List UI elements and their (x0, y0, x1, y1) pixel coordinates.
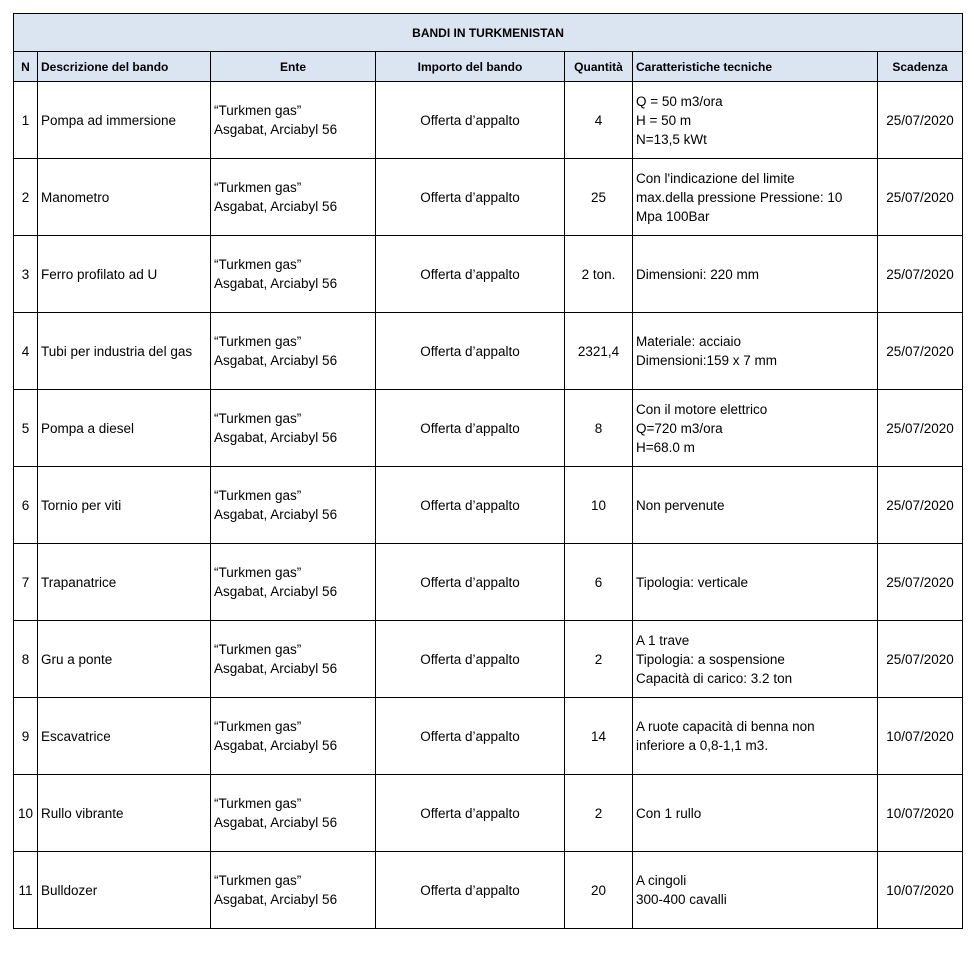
ente-line: “Turkmen gas” (214, 411, 302, 426)
ente-line: “Turkmen gas” (214, 796, 302, 811)
row-caratteristiche (633, 775, 878, 852)
header-row (14, 52, 963, 82)
caratteristiche-line: Dimensioni:159 x 7 mm (636, 353, 778, 368)
caratteristiche-line: Con l'indicazione del limite (636, 170, 795, 186)
row-descrizione: Ferro profilato ad U (38, 236, 211, 313)
caratteristiche-line: A ruote capacità di benna non (636, 719, 815, 734)
row-quantita: 10 (565, 467, 633, 544)
ente-line: Asgabat, Arciabyl 56 (214, 738, 338, 753)
row-importo: Offerta d’appalto (376, 467, 565, 544)
row-descrizione: Bulldozer (38, 852, 211, 929)
ente-line: Asgabat, Arciabyl 56 (214, 815, 338, 830)
table-row (14, 621, 963, 698)
row-ente (211, 852, 376, 929)
ente-line: Asgabat, Arciabyl 56 (214, 584, 338, 599)
row-quantita: 8 (565, 390, 633, 467)
row-number: 7 (14, 544, 38, 621)
ente-line: Asgabat, Arciabyl 56 (214, 661, 338, 676)
ente-line: “Turkmen gas” (214, 488, 302, 503)
header-n: N (14, 52, 38, 82)
row-caratteristiche (633, 236, 878, 313)
caratteristiche-line: Tipologia: a sospensione (636, 651, 785, 667)
row-number: 4 (14, 313, 38, 390)
header-descrizione: Descrizione del bando (38, 52, 211, 82)
header-scadenza: Scadenza (878, 52, 963, 82)
ente-line: Asgabat, Arciabyl 56 (214, 276, 338, 291)
ente-line: “Turkmen gas” (214, 873, 302, 888)
row-number: 6 (14, 467, 38, 544)
row-caratteristiche (633, 698, 878, 775)
row-descrizione: Escavatrice (38, 698, 211, 775)
caratteristiche-line: Con il motore elettrico (636, 401, 768, 417)
row-descrizione: Pompa a diesel (38, 390, 211, 467)
row-scadenza: 10/07/2020 (878, 852, 963, 929)
header-importo: Importo del bando (376, 52, 565, 82)
row-quantita: 2 ton. (565, 236, 633, 313)
row-ente (211, 390, 376, 467)
row-descrizione: Gru a ponte (38, 621, 211, 698)
row-ente (211, 621, 376, 698)
row-number: 3 (14, 236, 38, 313)
caratteristiche-line: N=13,5 kWt (636, 131, 707, 147)
title-row (14, 14, 963, 52)
row-descrizione: Tornio per viti (38, 467, 211, 544)
caratteristiche-line: inferiore a 0,8-1,1 m3. (636, 738, 769, 753)
caratteristiche-line: max.della pressione Pressione: 10 (636, 189, 843, 205)
row-descrizione: Rullo vibrante (38, 775, 211, 852)
row-caratteristiche (633, 852, 878, 929)
caratteristiche-line: Dimensioni: 220 mm (636, 266, 760, 282)
row-scadenza: 25/07/2020 (878, 544, 963, 621)
row-number: 10 (14, 775, 38, 852)
caratteristiche-line: A 1 trave (636, 632, 690, 648)
ente-line: “Turkmen gas” (214, 180, 302, 195)
caratteristiche-line: A cingoli (636, 873, 687, 888)
row-importo: Offerta d’appalto (376, 544, 565, 621)
row-ente (211, 82, 376, 159)
row-scadenza: 25/07/2020 (878, 390, 963, 467)
row-scadenza: 25/07/2020 (878, 236, 963, 313)
row-quantita: 14 (565, 698, 633, 775)
ente-line: “Turkmen gas” (214, 719, 302, 734)
row-ente (211, 313, 376, 390)
row-caratteristiche (633, 82, 878, 159)
row-caratteristiche (633, 159, 878, 236)
table-row (14, 236, 963, 313)
table-row (14, 159, 963, 236)
ente-line: “Turkmen gas” (214, 103, 302, 118)
row-caratteristiche (633, 621, 878, 698)
row-scadenza: 25/07/2020 (878, 621, 963, 698)
ente-line: Asgabat, Arciabyl 56 (214, 353, 338, 368)
header-quantita: Quantità (565, 52, 633, 82)
row-number: 9 (14, 698, 38, 775)
table-body (14, 82, 963, 929)
row-caratteristiche (633, 544, 878, 621)
row-descrizione: Tubi per industria del gas (38, 313, 211, 390)
row-importo: Offerta d’appalto (376, 852, 565, 929)
caratteristiche-line: Materiale: acciaio (636, 334, 742, 349)
ente-line: “Turkmen gas” (214, 334, 302, 349)
table-row (14, 544, 963, 621)
row-importo: Offerta d’appalto (376, 698, 565, 775)
row-importo: Offerta d’appalto (376, 775, 565, 852)
row-descrizione: Pompa ad immersione (38, 82, 211, 159)
row-quantita: 2321,4 (565, 313, 633, 390)
row-number: 11 (14, 852, 38, 929)
row-caratteristiche (633, 390, 878, 467)
caratteristiche-line: H = 50 m (636, 112, 692, 128)
caratteristiche-line: Mpa 100Bar (636, 208, 710, 224)
ente-line: Asgabat, Arciabyl 56 (214, 892, 338, 907)
row-ente (211, 775, 376, 852)
caratteristiche-line: Q = 50 m3/ora (636, 93, 723, 109)
ente-line: “Turkmen gas” (214, 642, 302, 657)
table-row (14, 82, 963, 159)
row-importo: Offerta d’appalto (376, 621, 565, 698)
caratteristiche-line: Tipologia: verticale (636, 574, 749, 590)
ente-line: Asgabat, Arciabyl 56 (214, 199, 338, 214)
ente-line: Asgabat, Arciabyl 56 (214, 507, 338, 522)
row-importo: Offerta d’appalto (376, 159, 565, 236)
row-scadenza: 25/07/2020 (878, 82, 963, 159)
row-ente (211, 698, 376, 775)
row-scadenza: 10/07/2020 (878, 775, 963, 852)
row-descrizione: Manometro (38, 159, 211, 236)
row-scadenza: 25/07/2020 (878, 467, 963, 544)
row-importo: Offerta d’appalto (376, 82, 565, 159)
row-quantita: 6 (565, 544, 633, 621)
row-ente (211, 544, 376, 621)
caratteristiche-line: H=68.0 m (636, 439, 695, 455)
row-number: 5 (14, 390, 38, 467)
row-scadenza: 10/07/2020 (878, 698, 963, 775)
table-row (14, 390, 963, 467)
row-ente (211, 159, 376, 236)
table-row (14, 775, 963, 852)
ente-line: “Turkmen gas” (214, 257, 302, 272)
tenders-table (13, 13, 963, 929)
row-number: 1 (14, 82, 38, 159)
row-number: 2 (14, 159, 38, 236)
row-ente (211, 236, 376, 313)
row-caratteristiche (633, 313, 878, 390)
caratteristiche-line: Q=720 m3/ora (636, 420, 723, 436)
ente-line: Asgabat, Arciabyl 56 (214, 430, 338, 445)
row-quantita: 4 (565, 82, 633, 159)
caratteristiche-line: Capacità di carico: 3.2 ton (636, 670, 793, 686)
table-row (14, 852, 963, 929)
caratteristiche-line: 300-400 cavalli (636, 892, 727, 907)
row-scadenza: 25/07/2020 (878, 313, 963, 390)
row-number: 8 (14, 621, 38, 698)
ente-line: “Turkmen gas” (214, 565, 302, 580)
row-importo: Offerta d’appalto (376, 236, 565, 313)
caratteristiche-line: Con 1 rullo (636, 805, 702, 821)
table-row (14, 698, 963, 775)
ente-line: Asgabat, Arciabyl 56 (214, 122, 338, 137)
table-row (14, 467, 963, 544)
row-importo: Offerta d’appalto (376, 313, 565, 390)
row-quantita: 2 (565, 621, 633, 698)
row-ente (211, 467, 376, 544)
row-quantita: 25 (565, 159, 633, 236)
caratteristiche-line: Non pervenute (636, 497, 725, 513)
row-importo: Offerta d’appalto (376, 390, 565, 467)
table-title: BANDI IN TURKMENISTAN (14, 14, 963, 52)
row-quantita: 2 (565, 775, 633, 852)
row-scadenza: 25/07/2020 (878, 159, 963, 236)
table-row (14, 313, 963, 390)
row-descrizione: Trapanatrice (38, 544, 211, 621)
row-caratteristiche (633, 467, 878, 544)
header-caratteristiche: Caratteristiche tecniche (633, 52, 878, 82)
row-quantita: 20 (565, 852, 633, 929)
header-ente: Ente (211, 52, 376, 82)
